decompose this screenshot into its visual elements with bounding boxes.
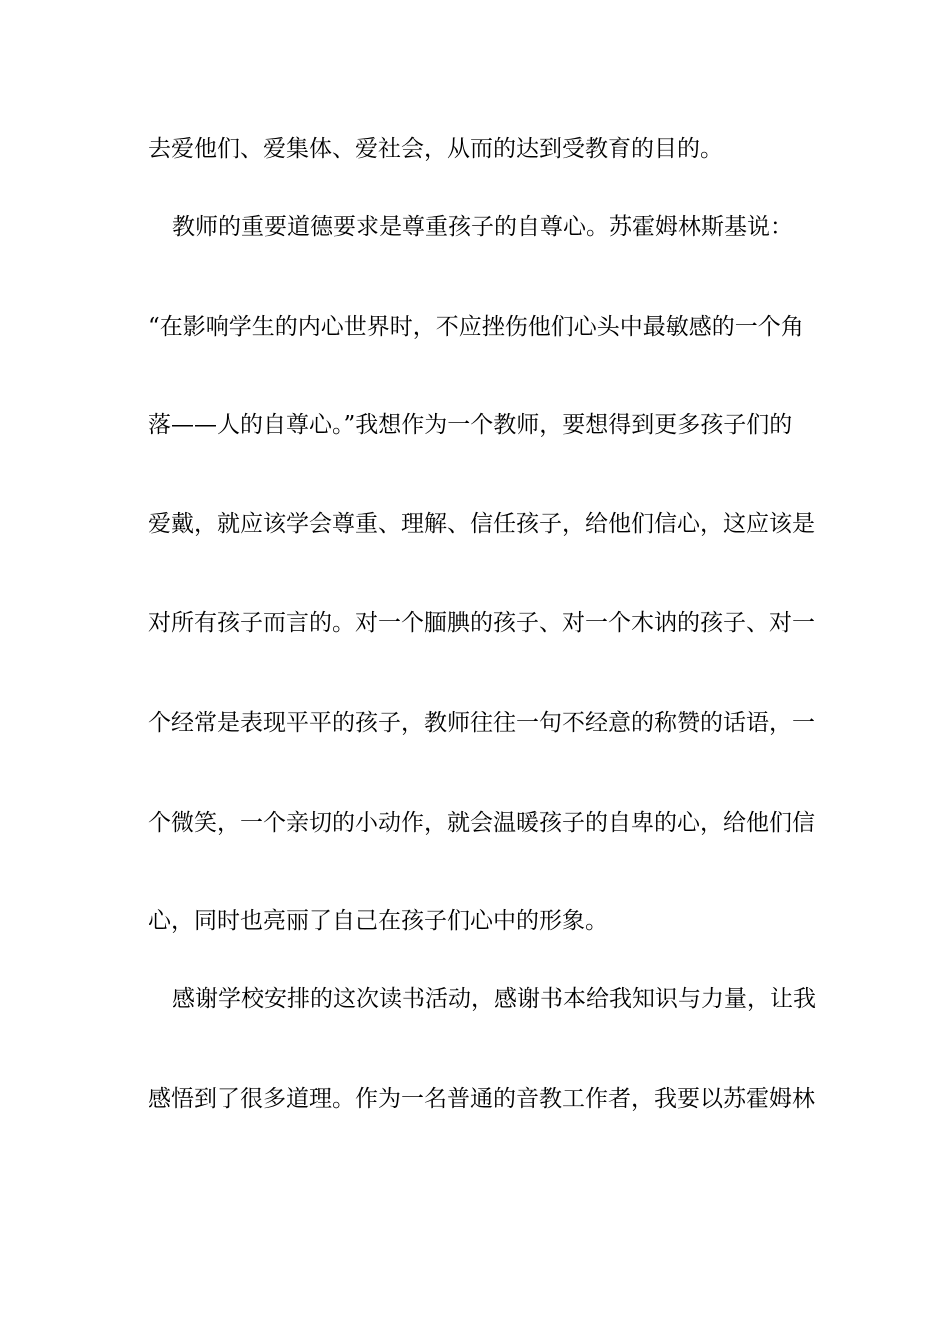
text-line: 感谢学校安排的这次读书活动，感谢书本给我知识与力量，让我 [172, 986, 816, 1012]
text-line: 心，同时也亮丽了自己在孩子们心中的形象。 [148, 908, 608, 934]
text-line: 教师的重要道德要求是尊重孩子的自尊心。苏霍姆林斯基说： [172, 214, 793, 240]
text-line: 个经常是表现平平的孩子，教师往往一句不经意的称赞的话语，一 [148, 710, 815, 736]
text-line: 去爱他们、爱集体、爱社会，从而的达到受教育的目的。 [148, 136, 723, 162]
text-line: 对所有孩子而言的。对一个腼腆的孩子、对一个木讷的孩子、对一 [148, 610, 815, 636]
text-line: 感悟到了很多道理。作为一名普通的音教工作者，我要以苏霍姆林 [148, 1086, 815, 1112]
text-line: 落——人的自尊心。”我想作为一个教师，要想得到更多孩子们的 [148, 412, 793, 438]
text-line: 个微笑，一个亲切的小动作，就会温暖孩子的自卑的心，给他们信 [148, 810, 815, 836]
text-line: 爱戴，就应该学会尊重、理解、信任孩子，给他们信心，这应该是 [148, 511, 815, 537]
text-line: “在影响学生的内心世界时，不应挫伤他们心头中最敏感的一个角 [148, 314, 804, 340]
